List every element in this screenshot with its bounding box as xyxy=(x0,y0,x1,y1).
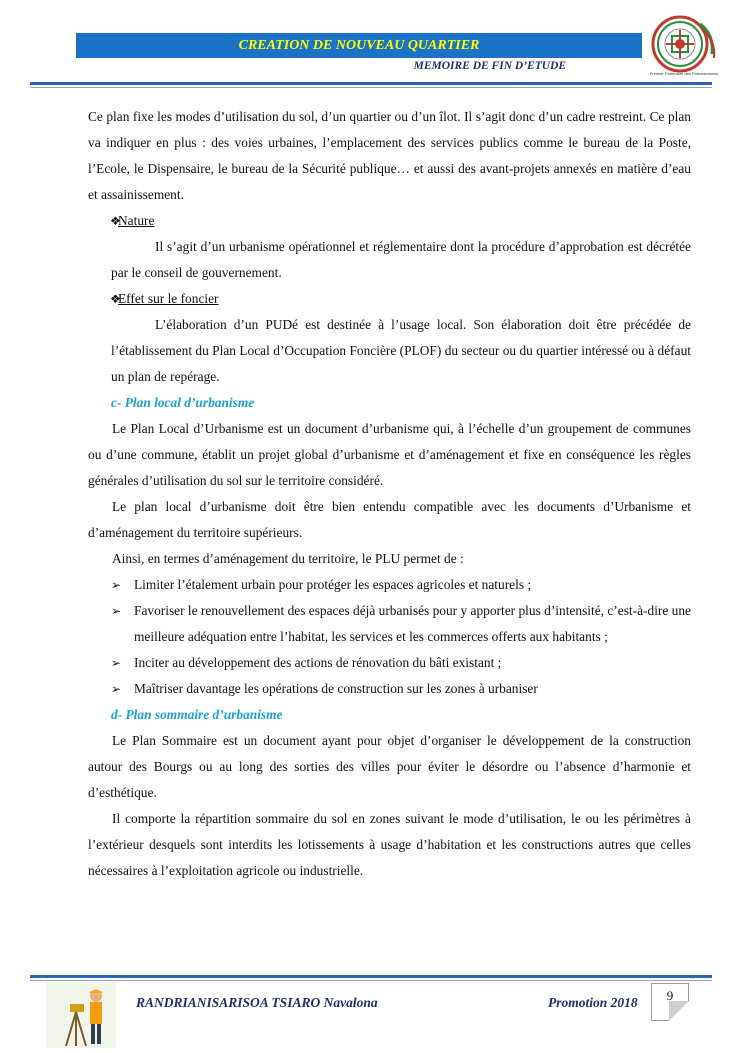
header-divider-thin xyxy=(30,87,712,88)
paragraph-plan-sommaire: Le Plan Sommaire est un document ayant pour objet d’organiser le développement de la construction autour des Bourgs ou au long des sorties des villes pour éviter le désordre ou l’absence d’harmonie et d’esthétique. xyxy=(88,733,691,800)
list-item xyxy=(88,598,691,650)
footer-divider xyxy=(30,975,712,978)
section-heading-d: d- Plan sommaire d’urbanisme xyxy=(111,707,283,722)
bullet-nature-label: Nature xyxy=(118,213,155,228)
list-item xyxy=(88,572,691,598)
bullet-foncier-label: Effet sur le foncier xyxy=(118,291,219,306)
paragraph-nature: Il s’agit d’un urbanisme opérationnel et réglementaire dont la procédure d’approbation est décrétée par le conseil de gouvernement. xyxy=(111,239,691,280)
list-item-text: Inciter au développement des actions de rénovation du bâti existant ; xyxy=(134,655,502,670)
list-item-text: Limiter l’étalement urbain pour protéger les espaces agricoles et naturels ; xyxy=(134,577,532,592)
paragraph-foncier: L’élaboration d’un PUDé est destinée à l’usage local. Son élaboration doit être précédée de l’établissement du Plan Local d’Occupation Foncière (PLOF) du secteur ou du quartier intéressé ou à défaut un plan de repérage. xyxy=(111,317,691,384)
page-number-box xyxy=(651,983,689,1021)
surveyor-illustration-icon xyxy=(46,982,116,1048)
arrow-bullet-icon: ➢ xyxy=(111,682,122,696)
footer-divider-thin xyxy=(30,980,712,981)
diamond-bullet-icon: ❖ xyxy=(110,292,121,306)
arrow-bullet-icon: ➢ xyxy=(111,578,122,592)
page-number: 9 xyxy=(666,988,674,1003)
logo-caption: Premier Partenaire des Professionnels xyxy=(649,71,719,76)
list-item-text: Maîtriser davantage les opérations de construction sur les zones à urbaniser xyxy=(134,681,538,696)
paragraph-repartition: Il comporte la répartition sommaire du sol en zones suivant le mode d’utilisation, le ou les périmètres à l’extérieur desquels sont interdits les lotissements à usage d’habitation et les constructions autres que celles nécessaires à l’exploitation agricole ou industrielle. xyxy=(88,811,691,878)
arrow-bullet-icon: ➢ xyxy=(111,656,122,670)
header-divider xyxy=(30,82,712,85)
footer-promotion: Promotion 2018 xyxy=(548,995,638,1010)
header-subtitle: MEMOIRE DE FIN D’ETUDE xyxy=(413,60,566,72)
section-heading-c: c- Plan local d’urbanisme xyxy=(111,395,255,410)
document-body xyxy=(88,104,691,884)
header-title-band: CREATION DE NOUVEAU QUARTIER xyxy=(76,33,642,58)
list-item-text: Favoriser le renouvellement des espaces déjà urbanisés pour y apporter plus d’intensité, c’est-à-dire une meilleure adéquation entre l’habitat, les services et les commerces offerts aux habitants ; xyxy=(134,603,691,644)
paragraph-plan-intro: Ce plan fixe les modes d’utilisation du sol, d’un quartier ou d’un îlot. Il s’agit donc d’un cadre restreint. Ce plan va indiquer en plus : des voies urbaines, l’emplacement des services publics comme le bureau de la Poste, l’Ecole, le Dispensaire, le bureau de la Sécurité publique… et aussi des avant-projets annexés en matière d’eau et assainissement. xyxy=(88,109,691,202)
paragraph-plu-compatibility: Le plan local d’urbanisme doit être bien entendu compatible avec les documents d’Urbanisme et d’aménagement du territoire supérieurs. xyxy=(88,499,691,540)
list-item xyxy=(88,650,691,676)
paragraph-plu-definition: Le Plan Local d’Urbanisme est un document d’urbanisme qui, à l’échelle d’un groupement de communes ou d’une commune, établit un projet global d’urbanisme et d’aménagement et fixe en conséquence les règles générales d’utilisation du sol sur le territoire considéré. xyxy=(88,421,691,488)
footer-author: RANDRIANISARISOA TSIARO Navalona xyxy=(136,995,378,1010)
page-fold-icon xyxy=(669,1001,689,1021)
arrow-bullet-icon: ➢ xyxy=(111,604,122,618)
bullet-nature xyxy=(88,208,691,234)
paragraph-plu-intro-list: Ainsi, en termes d’aménagement du territoire, le PLU permet de : xyxy=(112,551,464,566)
list-item xyxy=(88,676,691,702)
diamond-bullet-icon: ❖ xyxy=(110,214,121,228)
bullet-foncier xyxy=(88,286,691,312)
